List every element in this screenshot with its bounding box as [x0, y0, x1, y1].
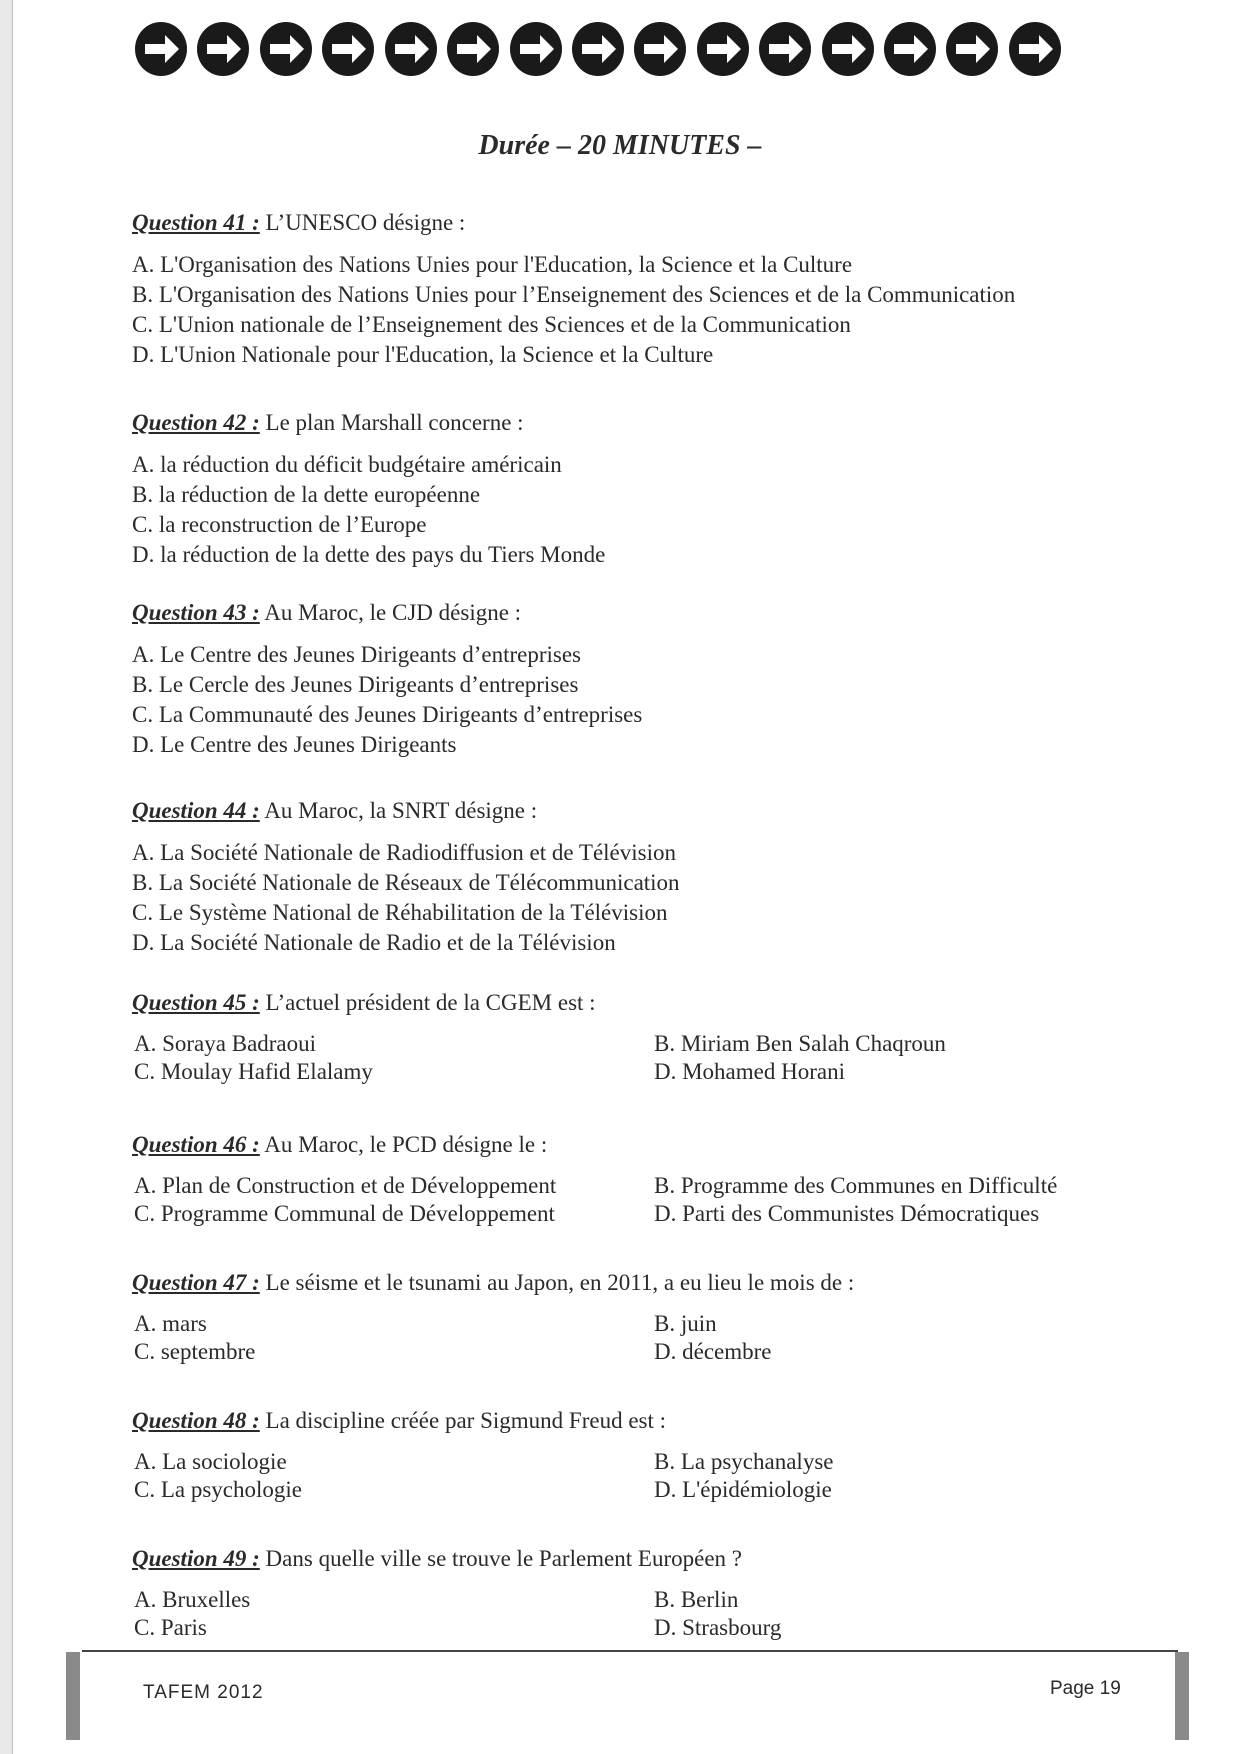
page-left-edge: [0, 0, 13, 1754]
circled-right-arrow-icon: [820, 20, 876, 90]
option-c: C. Paris: [134, 1615, 207, 1640]
option-d: D. L'épidémiologie: [654, 1477, 832, 1502]
footer-exam-name: TAFEM 2012: [143, 1682, 264, 1703]
option-d: D. L'Union Nationale pour l'Education, la Science et la Culture: [132, 342, 714, 367]
question-heading: [132, 1546, 742, 1572]
question-label: Question 49 :: [132, 1546, 260, 1571]
question-label: Question 45 :: [132, 990, 260, 1015]
question-text: L’UNESCO désigne :: [265, 210, 466, 235]
footer-page-number: Page 19: [1050, 1678, 1121, 1699]
circled-right-arrow-icon: [445, 20, 501, 90]
circled-right-arrow-icon: [258, 20, 314, 90]
option-a: A. Bruxelles: [134, 1587, 251, 1612]
option-a: A. Plan de Construction et de Développement: [134, 1173, 557, 1198]
question-heading: [132, 600, 521, 626]
question-label: Question 43 :: [132, 600, 260, 625]
option-d: D. Le Centre des Jeunes Dirigeants: [132, 732, 457, 757]
option-a: A. mars: [134, 1311, 207, 1336]
question-text: Au Maroc, le PCD désigne le :: [264, 1132, 548, 1157]
question-heading: [132, 410, 524, 436]
option-a: A. Soraya Badraoui: [134, 1031, 317, 1056]
question-text: Le séisme et le tsunami au Japon, en 2011, a eu lieu le mois de :: [265, 1270, 855, 1295]
option-b: B. La Société Nationale de Réseaux de Télécommunication: [132, 870, 680, 895]
option-c: C. La psychologie: [134, 1477, 302, 1502]
option-c: C. La Communauté des Jeunes Dirigeants d’entreprises: [132, 702, 643, 727]
question-text: Au Maroc, la SNRT désigne :: [264, 798, 538, 823]
circled-right-arrow-icon: [508, 20, 564, 90]
circled-right-arrow-icon: [133, 20, 189, 90]
circled-right-arrow-icon: [632, 20, 688, 90]
question-heading: [132, 1408, 666, 1434]
circled-right-arrow-icon: [1007, 20, 1063, 90]
question-heading: [132, 990, 596, 1016]
question-label: Question 48 :: [132, 1408, 260, 1433]
option-d: D. La Société Nationale de Radio et de la Télévision: [132, 930, 616, 955]
option-list: [132, 450, 605, 570]
circled-right-arrow-icon: [383, 20, 439, 90]
option-grid: [134, 1310, 1064, 1366]
option-b: B. juin: [654, 1311, 717, 1336]
question-label: Question 47 :: [132, 1270, 260, 1295]
circled-right-arrow-icon: [570, 20, 626, 90]
option-c: C. septembre: [134, 1339, 256, 1364]
option-d: D. Parti des Communistes Démocratiques: [654, 1201, 1040, 1226]
question-label: Question 41 :: [132, 210, 260, 235]
question-text: L’actuel président de la CGEM est :: [265, 990, 596, 1015]
option-grid: [134, 1030, 1064, 1086]
question-heading: [132, 1270, 854, 1296]
option-list: [132, 640, 642, 760]
option-b: B. Berlin: [654, 1587, 739, 1612]
option-b: B. Le Cercle des Jeunes Dirigeants d’entreprises: [132, 672, 579, 697]
page-title: Durée – 20 MINUTES –: [478, 130, 762, 161]
option-grid: [134, 1586, 1064, 1642]
circled-right-arrow-icon: [320, 20, 376, 90]
option-c: C. la reconstruction de l’Europe: [132, 512, 427, 537]
question-text: La discipline créée par Sigmund Freud est :: [265, 1408, 667, 1433]
question-label: Question 44 :: [132, 798, 260, 823]
option-d: D. Mohamed Horani: [654, 1059, 845, 1084]
option-c: C. Le Système National de Réhabilitation de la Télévision: [132, 900, 668, 925]
question-label: Question 42 :: [132, 410, 260, 435]
option-d: D. décembre: [654, 1339, 772, 1364]
option-d: D. Strasbourg: [654, 1615, 782, 1640]
option-grid: [134, 1448, 1064, 1504]
circled-right-arrow-icon: [195, 20, 251, 90]
circled-right-arrow-icon: [757, 20, 813, 90]
option-a: A. La sociologie: [134, 1449, 287, 1474]
question-heading: [132, 210, 465, 236]
footer-bar-right: [1175, 1652, 1189, 1740]
option-a: A. L'Organisation des Nations Unies pour l'Education, la Science et la Culture: [132, 252, 853, 277]
question-heading: [132, 798, 537, 824]
question-text: Dans quelle ville se trouve le Parlement Européen ?: [265, 1546, 742, 1571]
question-text: Au Maroc, le CJD désigne :: [264, 600, 522, 625]
question-heading: [132, 1132, 547, 1158]
option-a: A. La Société Nationale de Radiodiffusion et de Télévision: [132, 840, 676, 865]
footer-bar-left: [66, 1652, 80, 1740]
circled-right-arrow-icon: [695, 20, 751, 90]
question-text: Le plan Marshall concerne :: [265, 410, 524, 435]
option-b: B. La psychanalyse: [654, 1449, 834, 1474]
circled-right-arrow-icon: [882, 20, 938, 90]
arrow-banner: [133, 20, 1063, 90]
option-c: C. L'Union nationale de l’Enseignement des Sciences et de la Communication: [132, 312, 851, 337]
option-c: C. Programme Communal de Développement: [134, 1201, 555, 1226]
option-b: B. Programme des Communes en Difficulté: [654, 1173, 1058, 1198]
option-list: [132, 838, 680, 958]
option-a: A. Le Centre des Jeunes Dirigeants d’entreprises: [132, 642, 581, 667]
option-grid: [134, 1172, 1064, 1228]
option-b: B. Miriam Ben Salah Chaqroun: [654, 1031, 946, 1056]
question-label: Question 46 :: [132, 1132, 260, 1157]
footer-divider: [82, 1650, 1178, 1652]
option-list: [132, 250, 1015, 370]
circled-right-arrow-icon: [944, 20, 1000, 90]
option-b: B. L'Organisation des Nations Unies pour l’Enseignement des Sciences et de la Communication: [132, 282, 1016, 307]
option-a: A. la réduction du déficit budgétaire américain: [132, 452, 562, 477]
option-c: C. Moulay Hafid Elalamy: [134, 1059, 373, 1084]
option-d: D. la réduction de la dette des pays du Tiers Monde: [132, 542, 606, 567]
option-b: B. la réduction de la dette européenne: [132, 482, 481, 507]
